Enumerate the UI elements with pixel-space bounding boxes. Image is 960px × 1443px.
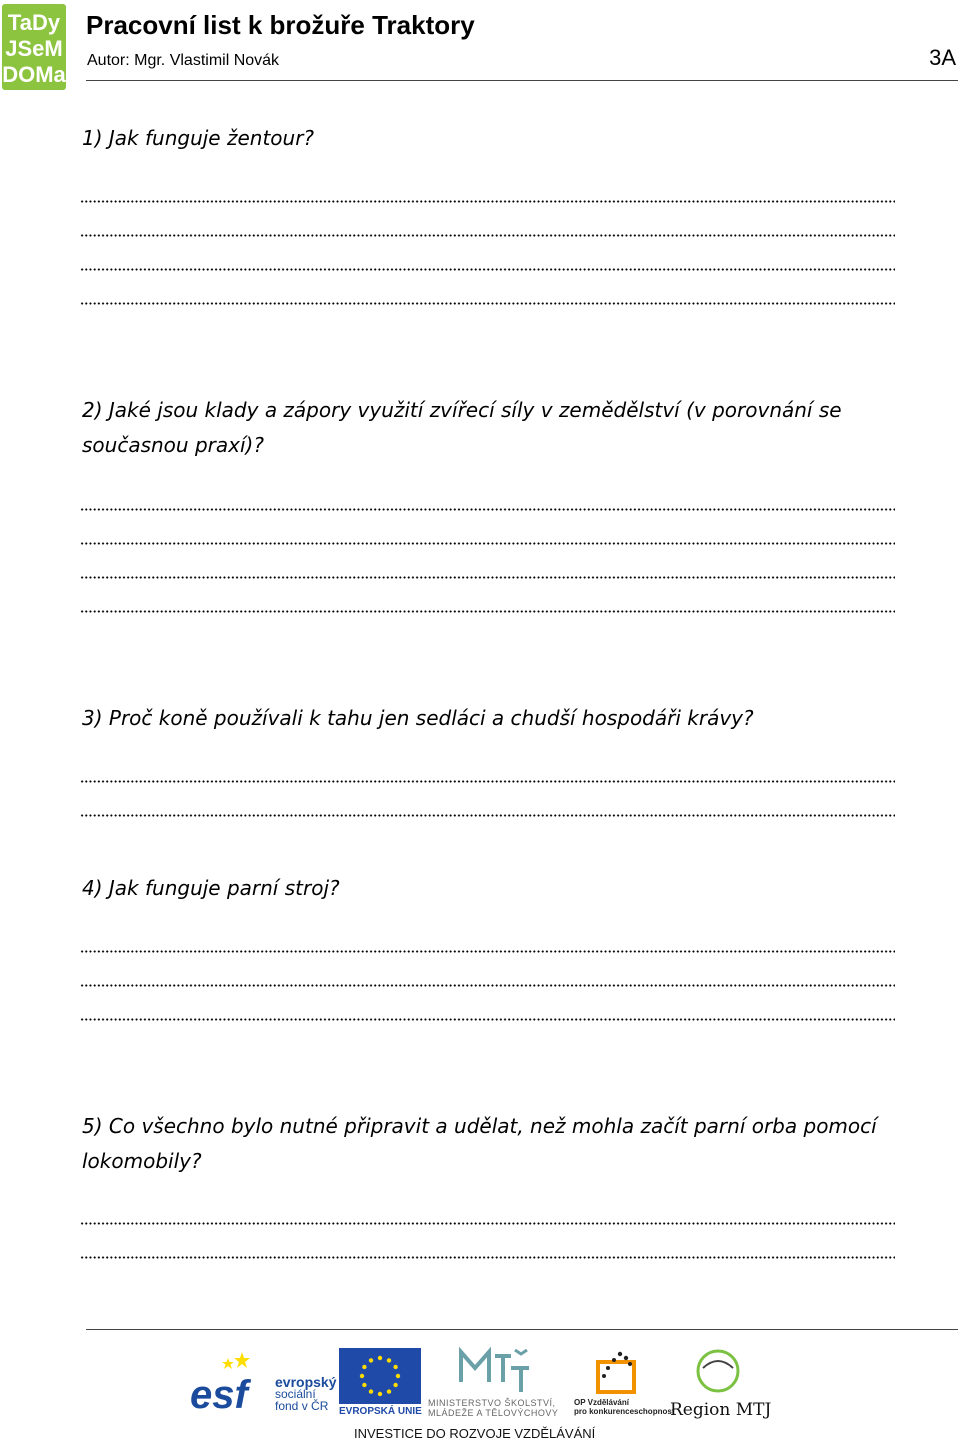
esf-caption <box>275 1376 336 1412</box>
eu-label: EVROPSKÁ UNIE <box>339 1406 422 1417</box>
answer-line[interactable] <box>80 814 895 817</box>
answer-line[interactable] <box>80 1256 895 1259</box>
author-line: Autor: Mgr. Vlastimil Novák <box>87 52 280 69</box>
svg-text:esf: esf <box>190 1373 248 1410</box>
op-caption <box>574 1398 674 1416</box>
svg-text:DOMa: DOMa <box>2 62 66 87</box>
investice-label: INVESTICE DO ROZVOJE VZDĚLÁVÁNÍ <box>354 1426 596 1441</box>
msmt-line-1: MINISTERSTVO ŠKOLSTVÍ, <box>428 1398 556 1408</box>
answer-line[interactable] <box>80 1018 895 1021</box>
region-label: Region MTJ <box>670 1400 772 1420</box>
msmt-logo <box>455 1346 535 1398</box>
msmt-caption <box>428 1398 558 1418</box>
answer-line[interactable] <box>80 984 895 987</box>
op-vzdelavani-logo <box>590 1348 646 1398</box>
region-mtj-logo <box>695 1348 741 1394</box>
question-4: 4) Jak funguje parní stroj? <box>82 876 340 900</box>
question-2: 2) Jaké jsou klady a zápory využití zvířecí síly v zemědělství (v porovnání se současnou praxí)? <box>82 398 842 457</box>
answer-line[interactable] <box>80 542 895 545</box>
op-line-1: OP Vzdělávání <box>574 1398 629 1407</box>
svg-text:TaDy: TaDy <box>7 10 61 35</box>
answer-line[interactable] <box>80 234 895 237</box>
op-line-2: pro konkurenceschopnost <box>574 1407 675 1416</box>
answer-line[interactable] <box>80 200 895 203</box>
esf-line-2: sociální <box>275 1387 316 1401</box>
page-title: Pracovní list k brožuře Traktory <box>86 10 475 40</box>
answer-line[interactable] <box>80 268 895 271</box>
answer-line[interactable] <box>80 576 895 579</box>
answer-line[interactable] <box>80 780 895 783</box>
answer-line[interactable] <box>80 508 895 511</box>
answer-line[interactable] <box>80 1222 895 1225</box>
answer-line[interactable] <box>80 950 895 953</box>
esf-line-3: fond v ČR <box>275 1399 329 1413</box>
svg-text:JSeM: JSeM <box>5 36 63 61</box>
header-divider <box>86 80 958 81</box>
answer-line[interactable] <box>80 302 895 305</box>
eu-flag-icon <box>339 1348 421 1404</box>
esf-logo <box>190 1350 262 1410</box>
esf-line-1: evropský <box>275 1374 337 1390</box>
question-1: 1) Jak funguje žentour? <box>82 126 315 150</box>
question-5: 5) Co všechno bylo nutné připravit a udělat, než mohla začít parní orba pomocí lokomobily? <box>82 1114 877 1173</box>
footer-divider <box>86 1329 958 1330</box>
worksheet-code: 3A <box>929 45 956 70</box>
tady-jsem-doma-logo <box>2 4 66 90</box>
answer-line[interactable] <box>80 610 895 613</box>
question-3: 3) Proč koně používali k tahu jen sedláci a chudší hospodáři krávy? <box>82 706 754 730</box>
msmt-line-2: MLÁDEŽE A TĚLOVÝCHOVY <box>428 1408 559 1418</box>
footer-logos <box>0 1340 960 1443</box>
